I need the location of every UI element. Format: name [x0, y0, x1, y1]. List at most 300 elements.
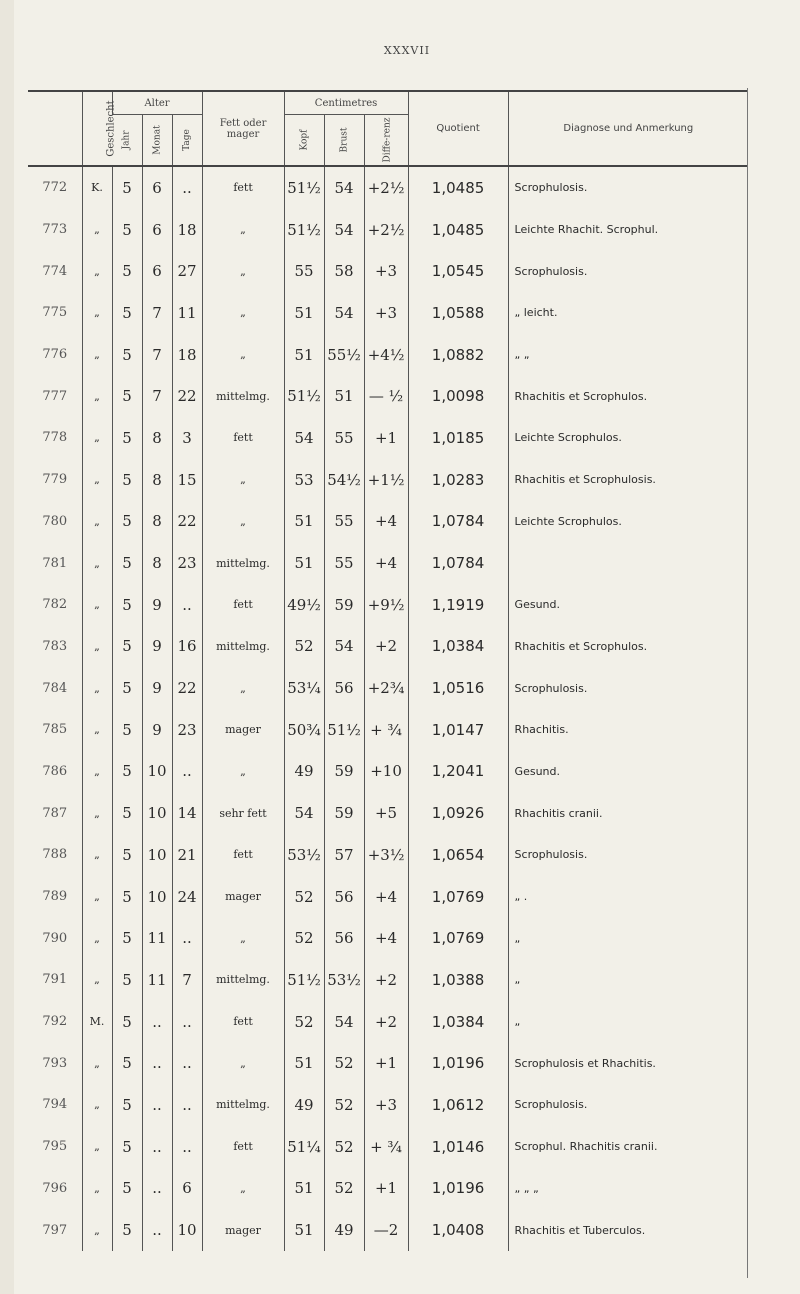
differenz-cell: +4 [364, 542, 408, 584]
fett-cell: fett [202, 834, 284, 876]
kopf-cell: 49½ [284, 584, 324, 626]
header-fett: Fett oder mager [202, 91, 284, 166]
quotient-cell: 1,0147 [408, 709, 508, 751]
brust-cell: 54½ [324, 459, 364, 501]
diagnose-cell: Rhachitis et Scrophulos. [508, 375, 748, 417]
quotient-cell: 1,0516 [408, 667, 508, 709]
quotient-cell: 1,0485 [408, 166, 508, 209]
kopf-cell: 51 [284, 334, 324, 376]
fett-cell: mittelmg. [202, 626, 284, 668]
fett-cell: „ [202, 1042, 284, 1084]
tage-cell: 21 [172, 834, 202, 876]
quotient-cell: 1,0384 [408, 1001, 508, 1043]
jahr-cell: 5 [112, 209, 142, 251]
geschlecht-cell: „ [82, 1042, 112, 1084]
document-page [14, 0, 800, 1294]
brust-cell: 52 [324, 1126, 364, 1168]
monat-cell: 7 [142, 375, 172, 417]
differenz-cell: +9½ [364, 584, 408, 626]
monat-cell: 8 [142, 501, 172, 543]
differenz-cell: +2½ [364, 209, 408, 251]
header-kopf: Kopf [284, 115, 324, 167]
quotient-cell: 1,0784 [408, 501, 508, 543]
monat-cell: 6 [142, 166, 172, 209]
tage-cell: 18 [172, 209, 202, 251]
brust-cell: 59 [324, 792, 364, 834]
monat-cell: .. [142, 1209, 172, 1251]
diagnose-cell: Rhachitis et Tuberculos. [508, 1209, 748, 1251]
row-number: 793 [42, 1055, 68, 1071]
geschlecht-cell: „ [82, 584, 112, 626]
brust-cell: 54 [324, 1001, 364, 1043]
monat-cell: 8 [142, 417, 172, 459]
kopf-cell: 55 [284, 250, 324, 292]
tage-cell: 7 [172, 959, 202, 1001]
tage-cell: 18 [172, 334, 202, 376]
table-header [28, 91, 748, 166]
differenz-cell: +4 [364, 917, 408, 959]
differenz-cell: +4½ [364, 334, 408, 376]
geschlecht-cell: „ [82, 1209, 112, 1251]
fett-cell: „ [202, 1168, 284, 1210]
monat-cell: .. [142, 1001, 172, 1043]
differenz-cell: — ½ [364, 375, 408, 417]
fett-cell: mager [202, 709, 284, 751]
brust-cell: 58 [324, 250, 364, 292]
brust-cell: 56 [324, 876, 364, 918]
kopf-cell: 49 [284, 751, 324, 793]
fett-cell: fett [202, 1001, 284, 1043]
diagnose-cell: „ leicht. [508, 292, 748, 334]
table-row [28, 1084, 748, 1126]
diagnose-cell: „ . [508, 876, 748, 918]
brust-cell: 52 [324, 1168, 364, 1210]
geschlecht-cell: „ [82, 667, 112, 709]
diagnose-cell: Leichte Rhachit. Scrophul. [508, 209, 748, 251]
jahr-cell: 5 [112, 250, 142, 292]
diagnose-cell: Scrophulosis. [508, 834, 748, 876]
monat-cell: 6 [142, 209, 172, 251]
diagnose-cell: Gesund. [508, 584, 748, 626]
tage-cell: 11 [172, 292, 202, 334]
brust-cell: 57 [324, 834, 364, 876]
jahr-cell: 5 [112, 1042, 142, 1084]
diagnose-cell: „ [508, 959, 748, 1001]
jahr-cell: 5 [112, 959, 142, 1001]
kopf-cell: 53¼ [284, 667, 324, 709]
differenz-cell: +1½ [364, 459, 408, 501]
geschlecht-cell: „ [82, 1168, 112, 1210]
table-row [28, 667, 748, 709]
differenz-cell: +3 [364, 1084, 408, 1126]
row-number: 775 [42, 305, 68, 321]
diagnose-cell: Rhachitis cranii. [508, 792, 748, 834]
kopf-cell: 51 [284, 542, 324, 584]
table-row [28, 334, 748, 376]
fett-cell: „ [202, 501, 284, 543]
header-tage: Tage [172, 115, 202, 167]
kopf-cell: 51 [284, 292, 324, 334]
row-number: 787 [42, 805, 68, 821]
jahr-cell: 5 [112, 584, 142, 626]
quotient-cell: 1,0612 [408, 1084, 508, 1126]
tage-cell: 27 [172, 250, 202, 292]
diagnose-cell: Leichte Scrophulos. [508, 417, 748, 459]
geschlecht-cell: „ [82, 250, 112, 292]
brust-cell: 53½ [324, 959, 364, 1001]
fett-cell: „ [202, 751, 284, 793]
quotient-cell: 1,2041 [408, 751, 508, 793]
geschlecht-cell: K. [82, 166, 112, 209]
jahr-cell: 5 [112, 667, 142, 709]
table-row [28, 1042, 748, 1084]
table-row [28, 1168, 748, 1210]
quotient-cell: 1,0388 [408, 959, 508, 1001]
monat-cell: 10 [142, 876, 172, 918]
kopf-cell: 51½ [284, 166, 324, 209]
jahr-cell: 5 [112, 417, 142, 459]
diagnose-cell: Rhachitis et Scrophulosis. [508, 459, 748, 501]
header-differenz: Diffe-renz [364, 115, 408, 167]
geschlecht-cell: „ [82, 1084, 112, 1126]
table-row [28, 751, 748, 793]
kopf-cell: 52 [284, 626, 324, 668]
quotient-cell: 1,0926 [408, 792, 508, 834]
geschlecht-cell: „ [82, 917, 112, 959]
kopf-cell: 54 [284, 792, 324, 834]
tage-cell: .. [172, 1042, 202, 1084]
row-number: 794 [42, 1097, 68, 1113]
brust-cell: 52 [324, 1042, 364, 1084]
diagnose-cell: „ [508, 917, 748, 959]
row-number: 796 [42, 1180, 68, 1196]
table-row [28, 375, 748, 417]
row-number: 773 [42, 222, 68, 238]
kopf-cell: 53 [284, 459, 324, 501]
table-row [28, 1001, 748, 1043]
brust-cell: 56 [324, 917, 364, 959]
jahr-cell: 5 [112, 166, 142, 209]
fett-cell: „ [202, 917, 284, 959]
monat-cell: 8 [142, 459, 172, 501]
quotient-cell: 1,0784 [408, 542, 508, 584]
table-row [28, 166, 748, 209]
monat-cell: 9 [142, 667, 172, 709]
jahr-cell: 5 [112, 375, 142, 417]
header-monat: Monat [142, 115, 172, 167]
quotient-cell: 1,0485 [408, 209, 508, 251]
table-row [28, 417, 748, 459]
tage-cell: 24 [172, 876, 202, 918]
geschlecht-cell: „ [82, 709, 112, 751]
monat-cell: .. [142, 1126, 172, 1168]
brust-cell: 54 [324, 209, 364, 251]
fett-cell: mittelmg. [202, 959, 284, 1001]
jahr-cell: 5 [112, 876, 142, 918]
jahr-cell: 5 [112, 751, 142, 793]
monat-cell: 8 [142, 542, 172, 584]
header-nr [28, 91, 82, 166]
brust-cell: 52 [324, 1084, 364, 1126]
kopf-cell: 52 [284, 876, 324, 918]
quotient-cell: 1,0769 [408, 876, 508, 918]
diagnose-cell: Scrophulosis. [508, 250, 748, 292]
table-row [28, 876, 748, 918]
table-row [28, 959, 748, 1001]
kopf-cell: 51½ [284, 209, 324, 251]
differenz-cell: +3 [364, 292, 408, 334]
header-diagnose: Diagnose und Anmerkung [508, 91, 748, 166]
jahr-cell: 5 [112, 1126, 142, 1168]
geschlecht-cell: „ [82, 334, 112, 376]
page-number: XXXVII [383, 44, 431, 57]
geschlecht-cell: „ [82, 501, 112, 543]
table-row [28, 1126, 748, 1168]
monat-cell: 9 [142, 709, 172, 751]
jahr-cell: 5 [112, 626, 142, 668]
fett-cell: mittelmg. [202, 542, 284, 584]
kopf-cell: 51½ [284, 959, 324, 1001]
kopf-cell: 51 [284, 501, 324, 543]
diagnose-cell: „ „ „ [508, 1168, 748, 1210]
row-number: 795 [42, 1139, 68, 1155]
quotient-cell: 1,0098 [408, 375, 508, 417]
header-centimetres: Centimetres [284, 91, 408, 115]
differenz-cell: +1 [364, 1168, 408, 1210]
row-number: 779 [42, 472, 68, 488]
monat-cell: 10 [142, 751, 172, 793]
row-number: 776 [42, 347, 68, 363]
brust-cell: 55 [324, 501, 364, 543]
tage-cell: 14 [172, 792, 202, 834]
brust-cell: 51 [324, 375, 364, 417]
row-number: 778 [42, 430, 68, 446]
table-row [28, 626, 748, 668]
tage-cell: 6 [172, 1168, 202, 1210]
row-number: 791 [42, 972, 68, 988]
geschlecht-cell: „ [82, 959, 112, 1001]
jahr-cell: 5 [112, 917, 142, 959]
quotient-cell: 1,0408 [408, 1209, 508, 1251]
header-brust: Brust [324, 115, 364, 167]
table-row [28, 709, 748, 751]
quotient-cell: 1,0146 [408, 1126, 508, 1168]
fett-cell: „ [202, 250, 284, 292]
jahr-cell: 5 [112, 1001, 142, 1043]
jahr-cell: 5 [112, 834, 142, 876]
fett-cell: mittelmg. [202, 375, 284, 417]
monat-cell: 7 [142, 292, 172, 334]
kopf-cell: 51½ [284, 375, 324, 417]
differenz-cell: +2 [364, 626, 408, 668]
jahr-cell: 5 [112, 459, 142, 501]
fett-cell: mager [202, 1209, 284, 1251]
tage-cell: 23 [172, 709, 202, 751]
diagnose-cell [508, 542, 748, 584]
quotient-cell: 1,0196 [408, 1168, 508, 1210]
tage-cell: 23 [172, 542, 202, 584]
diagnose-cell: Scrophulosis. [508, 667, 748, 709]
jahr-cell: 5 [112, 792, 142, 834]
quotient-cell: 1,0545 [408, 250, 508, 292]
quotient-cell: 1,0384 [408, 626, 508, 668]
row-number: 789 [42, 889, 68, 905]
differenz-cell: +3½ [364, 834, 408, 876]
geschlecht-cell: „ [82, 792, 112, 834]
geschlecht-cell: „ [82, 292, 112, 334]
monat-cell: 11 [142, 959, 172, 1001]
geschlecht-cell: „ [82, 1126, 112, 1168]
fett-cell: „ [202, 209, 284, 251]
quotient-cell: 1,0769 [408, 917, 508, 959]
brust-cell: 54 [324, 626, 364, 668]
diagnose-cell: Gesund. [508, 751, 748, 793]
diagnose-cell: Scrophul. Rhachitis cranii. [508, 1126, 748, 1168]
fett-cell: „ [202, 459, 284, 501]
differenz-cell: +2¾ [364, 667, 408, 709]
kopf-cell: 51 [284, 1209, 324, 1251]
quotient-cell: 1,0185 [408, 417, 508, 459]
row-number: 790 [42, 930, 68, 946]
tage-cell: 10 [172, 1209, 202, 1251]
jahr-cell: 5 [112, 1168, 142, 1210]
fett-cell: mager [202, 876, 284, 918]
row-number: 783 [42, 638, 68, 654]
tage-cell: .. [172, 1001, 202, 1043]
brust-cell: 54 [324, 166, 364, 209]
differenz-cell: +1 [364, 1042, 408, 1084]
jahr-cell: 5 [112, 542, 142, 584]
geschlecht-cell: „ [82, 751, 112, 793]
tage-cell: .. [172, 584, 202, 626]
kopf-cell: 53½ [284, 834, 324, 876]
jahr-cell: 5 [112, 1084, 142, 1126]
diagnose-cell: Rhachitis. [508, 709, 748, 751]
brust-cell: 55 [324, 542, 364, 584]
diagnose-cell: Rhachitis et Scrophulos. [508, 626, 748, 668]
brust-cell: 59 [324, 751, 364, 793]
row-number: 785 [42, 722, 68, 738]
geschlecht-cell: „ [82, 834, 112, 876]
monat-cell: 9 [142, 584, 172, 626]
quotient-cell: 1,0196 [408, 1042, 508, 1084]
fett-cell: fett [202, 166, 284, 209]
diagnose-cell: „ „ [508, 334, 748, 376]
brust-cell: 54 [324, 292, 364, 334]
jahr-cell: 5 [112, 501, 142, 543]
fett-cell: mittelmg. [202, 1084, 284, 1126]
row-number: 774 [42, 263, 68, 279]
tage-cell: 22 [172, 667, 202, 709]
tage-cell: 15 [172, 459, 202, 501]
table-row [28, 834, 748, 876]
row-number: 780 [42, 513, 68, 529]
differenz-cell: + ¾ [364, 709, 408, 751]
row-number: 786 [42, 763, 68, 779]
jahr-cell: 5 [112, 292, 142, 334]
monat-cell: 10 [142, 792, 172, 834]
row-number: 792 [42, 1014, 68, 1030]
tage-cell: .. [172, 166, 202, 209]
differenz-cell: +1 [364, 417, 408, 459]
monat-cell: .. [142, 1168, 172, 1210]
brust-cell: 59 [324, 584, 364, 626]
fett-cell: fett [202, 417, 284, 459]
monat-cell: .. [142, 1084, 172, 1126]
table-row [28, 917, 748, 959]
table-row [28, 584, 748, 626]
table-row [28, 1209, 748, 1251]
fett-cell: „ [202, 334, 284, 376]
kopf-cell: 51 [284, 1042, 324, 1084]
tage-cell: 3 [172, 417, 202, 459]
kopf-cell: 51 [284, 1168, 324, 1210]
differenz-cell: +2½ [364, 166, 408, 209]
tage-cell: 22 [172, 501, 202, 543]
tage-cell: .. [172, 751, 202, 793]
table-right-border [747, 88, 748, 1278]
kopf-cell: 49 [284, 1084, 324, 1126]
jahr-cell: 5 [112, 334, 142, 376]
row-number: 782 [42, 597, 68, 613]
row-number: 788 [42, 847, 68, 863]
row-number: 772 [42, 180, 68, 196]
row-number: 797 [42, 1222, 68, 1238]
differenz-cell: +10 [364, 751, 408, 793]
table-row [28, 501, 748, 543]
tage-cell: .. [172, 1084, 202, 1126]
measurement-table [28, 90, 748, 1251]
fett-cell: fett [202, 584, 284, 626]
quotient-cell: 1,0882 [408, 334, 508, 376]
monat-cell: 7 [142, 334, 172, 376]
fett-cell: „ [202, 667, 284, 709]
geschlecht-cell: „ [82, 542, 112, 584]
differenz-cell: + ¾ [364, 1126, 408, 1168]
diagnose-cell: Scrophulosis. [508, 166, 748, 209]
table-row [28, 792, 748, 834]
quotient-cell: 1,0588 [408, 292, 508, 334]
table-row [28, 459, 748, 501]
fett-cell: sehr fett [202, 792, 284, 834]
kopf-cell: 54 [284, 417, 324, 459]
jahr-cell: 5 [112, 709, 142, 751]
tage-cell: .. [172, 1126, 202, 1168]
differenz-cell: —2 [364, 1209, 408, 1251]
brust-cell: 49 [324, 1209, 364, 1251]
differenz-cell: +4 [364, 876, 408, 918]
geschlecht-cell: „ [82, 375, 112, 417]
geschlecht-cell: „ [82, 626, 112, 668]
brust-cell: 51½ [324, 709, 364, 751]
geschlecht-cell: „ [82, 459, 112, 501]
differenz-cell: +5 [364, 792, 408, 834]
diagnose-cell: Scrophulosis et Rhachitis. [508, 1042, 748, 1084]
geschlecht-cell: „ [82, 417, 112, 459]
header-geschlecht: Geschlecht [82, 91, 112, 166]
brust-cell: 55½ [324, 334, 364, 376]
monat-cell: .. [142, 1042, 172, 1084]
quotient-cell: 1,1919 [408, 584, 508, 626]
table-row [28, 209, 748, 251]
tage-cell: 16 [172, 626, 202, 668]
quotient-cell: 1,0654 [408, 834, 508, 876]
header-quotient: Quotient [408, 91, 508, 166]
geschlecht-cell: M. [82, 1001, 112, 1043]
kopf-cell: 51¼ [284, 1126, 324, 1168]
kopf-cell: 52 [284, 1001, 324, 1043]
brust-cell: 55 [324, 417, 364, 459]
